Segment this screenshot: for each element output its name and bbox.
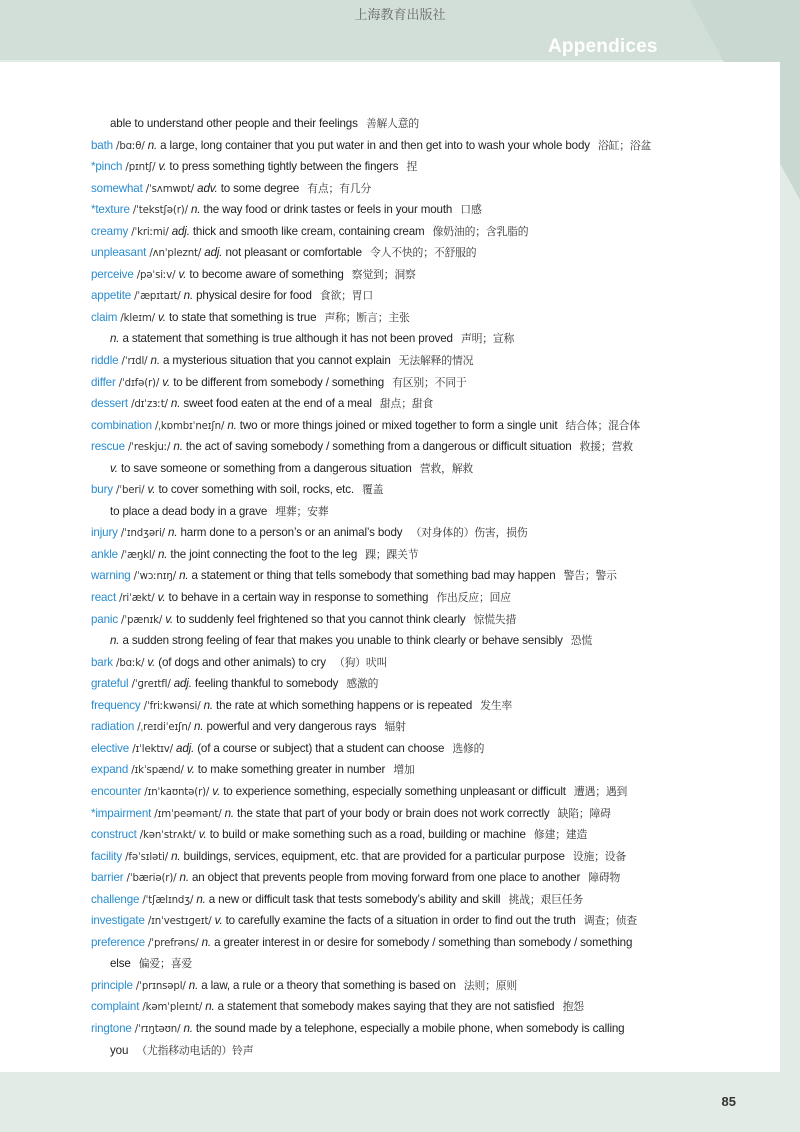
headword: radiation (91, 720, 135, 734)
part-of-speech: n. (179, 569, 189, 583)
phonetic: /ˌreɪdiˈeɪʃn/ (137, 722, 191, 734)
headword: warning (91, 569, 131, 583)
definition: physical desire for food (196, 289, 312, 303)
headword: construct (91, 828, 137, 842)
glossary-entry (91, 738, 751, 760)
headword: complaint (91, 1000, 140, 1014)
chinese-translation: 抱怨 (562, 1000, 584, 1014)
part-of-speech: v. (158, 310, 166, 324)
headword: bark (91, 655, 113, 669)
glossary-entry (91, 544, 751, 566)
headword: *pinch (91, 160, 123, 174)
headword: bury (91, 483, 113, 497)
phonetic: /bɑːθ/ (116, 140, 145, 152)
chinese-translation: （对身体的）伤害，损伤 (410, 526, 528, 540)
definition: to make something greater in number (197, 763, 386, 777)
chinese-translation: 遭遇；遇到 (573, 784, 628, 798)
chinese-translation: （狗）吠叫 (333, 655, 388, 669)
chinese-translation: 结合体；混合体 (565, 418, 641, 432)
definition: an object that prevents people from moving forward from one place to another (191, 871, 581, 885)
headword: differ (91, 375, 116, 389)
glossary-entry (91, 889, 751, 911)
part-of-speech: n. (203, 698, 213, 712)
definition: to experience something, especially something unpleasant or difficult (223, 784, 566, 798)
headword: ankle (91, 547, 118, 561)
phonetic: /ɪnˈkaʊntə(r)/ (144, 786, 210, 798)
glossary-entry (91, 996, 751, 1018)
part-of-speech: v. (147, 655, 156, 669)
definition: to behave in a certain way in response to something (168, 591, 429, 605)
definition: to become aware of something (189, 267, 344, 281)
glossary-entry (91, 565, 751, 587)
headword: frequency (91, 698, 141, 712)
part-of-speech: adj. (173, 677, 192, 691)
part-of-speech: v. (147, 483, 156, 497)
part-of-speech: adv. (197, 181, 218, 195)
phonetic: /ˈdɪfə(r)/ (118, 377, 160, 389)
phonetic: /pəˈsiːv/ (136, 269, 176, 281)
part-of-speech: v. (178, 267, 187, 281)
chinese-translation: 善解人意的 (365, 117, 420, 130)
chinese-translation: 像奶油的；含乳脂的 (432, 224, 529, 238)
part-of-speech: n. (110, 332, 120, 346)
definition: to carefully examine the facts of a situation in order to find out the truth (225, 914, 576, 928)
phonetic: /ˈtʃælɪndʒ/ (142, 894, 194, 906)
part-of-speech: n. (110, 634, 120, 648)
glossary-entry (91, 609, 751, 631)
phonetic: /ˈpænɪk/ (121, 614, 163, 626)
definition: the way food or drink tastes or feels in your mouth (203, 203, 453, 217)
phonetic: /kəmˈpleɪnt/ (142, 1002, 203, 1014)
definition: sweet food eaten at the end of a meal (183, 397, 372, 411)
headword: somewhat (91, 181, 143, 195)
glossary-entry (91, 716, 751, 738)
glossary-entry (91, 113, 751, 135)
part-of-speech: n. (194, 720, 204, 734)
definition: to cover something with soil, rocks, etc. (158, 483, 354, 497)
glossary-entry (91, 458, 751, 480)
chinese-translation: 浴缸；浴盆 (597, 138, 652, 152)
headword: rescue (91, 440, 125, 454)
glossary-entry (91, 695, 751, 717)
phonetic: /ɪˈlektɪv/ (132, 743, 173, 755)
part-of-speech: n. (171, 849, 181, 863)
headword: perceive (91, 267, 134, 281)
headword: dessert (91, 397, 128, 411)
headword: injury (91, 526, 118, 540)
headword: react (91, 591, 117, 605)
phonetic: /dɪˈzɜːt/ (131, 399, 168, 411)
chinese-translation: 覆盖 (362, 483, 384, 497)
part-of-speech: n. (170, 397, 181, 411)
glossary-entry (91, 372, 751, 394)
headword: preference (91, 935, 145, 949)
headword: investigate (91, 914, 145, 928)
headword: *impairment (91, 806, 152, 820)
part-of-speech: n. (183, 289, 194, 303)
part-of-speech: v. (214, 914, 223, 928)
phonetic: /riˈækt/ (119, 593, 155, 605)
glossary-entry (91, 846, 751, 868)
chinese-translation: 选修的 (452, 741, 485, 755)
headword: ringtone (91, 1021, 132, 1035)
chinese-translation: 救援；营救 (579, 440, 633, 454)
chinese-translation: 察觉到；洞察 (351, 267, 416, 281)
part-of-speech: n. (157, 547, 168, 561)
headword: challenge (91, 892, 140, 906)
chinese-translation: 偏爱；喜爱 (138, 957, 192, 971)
headword: elective (91, 741, 130, 755)
glossary-entry (91, 479, 751, 501)
part-of-speech: n. (190, 203, 201, 217)
headword: combination (91, 418, 152, 432)
part-of-speech: v. (110, 461, 118, 475)
glossary-entry (91, 587, 751, 609)
glossary-entry (91, 1040, 751, 1062)
part-of-speech: n. (224, 806, 234, 820)
chinese-translation: 挑战；艰巨任务 (508, 892, 584, 906)
glossary-entry (91, 522, 751, 544)
glossary-entry (91, 328, 751, 350)
phonetic: /ˈprɪnsəpl/ (135, 980, 186, 992)
chinese-translation: 修建；建造 (533, 828, 588, 842)
chinese-translation: 设施；设备 (572, 849, 627, 863)
glossary-entry (91, 652, 751, 674)
part-of-speech: n. (147, 138, 158, 152)
part-of-speech: v. (186, 763, 195, 777)
part-of-speech: v. (157, 591, 166, 605)
chinese-translation: 作出反应；回应 (436, 591, 511, 605)
phonetic: /ɪmˈpeəmənt/ (154, 808, 222, 820)
definition: harm done to a person’s or an animal’s body (180, 526, 403, 540)
chinese-translation: 令人不快的；不舒服的 (369, 246, 477, 260)
phonetic: /bɑːk/ (116, 657, 145, 669)
phonetic: /pɪntʃ/ (125, 162, 156, 174)
chinese-translation: 感激的 (346, 677, 379, 691)
part-of-speech: v. (158, 160, 167, 174)
glossary-entry (91, 156, 751, 178)
headword: expand (91, 763, 129, 777)
chinese-translation: 增加 (393, 763, 415, 777)
phonetic: /ɪkˈspænd/ (131, 765, 184, 777)
headword: panic (91, 612, 118, 626)
phonetic: /ˈfriːkwənsi/ (143, 700, 201, 712)
glossary-entry (91, 975, 751, 997)
phonetic: /ˈɪndʒəri/ (120, 528, 165, 540)
phonetic: /kənˈstrʌkt/ (139, 830, 196, 842)
phonetic: /ˈtekstʃə(r)/ (132, 205, 188, 217)
glossary-entry (91, 350, 751, 372)
headword: unpleasant (91, 246, 147, 260)
chinese-translation: 甜点；甜食 (379, 397, 434, 411)
definition: buildings, services, equipment, etc. that are provided for a particular purpose (183, 849, 565, 863)
part-of-speech: v. (198, 828, 207, 842)
phonetic: /fəˈsɪləti/ (125, 851, 168, 863)
glossary-entry (91, 221, 751, 243)
phonetic: /ˈrɪŋtəʊn/ (134, 1023, 181, 1035)
part-of-speech: adj. (171, 224, 190, 238)
glossary-entry (91, 953, 751, 975)
chinese-translation: 有区别；不同于 (392, 375, 467, 389)
glossary-entry (91, 436, 751, 458)
chinese-translation: 捏 (406, 160, 418, 174)
glossary-entry (91, 759, 751, 781)
glossary-entry (91, 803, 751, 825)
definition: able to understand other people and their feelings (110, 117, 358, 130)
phonetic: /ˈbæriə(r)/ (126, 873, 177, 885)
phonetic: /ˈɡreɪtfl/ (131, 679, 171, 691)
publisher-name: 上海教育出版社 (354, 8, 446, 23)
phonetic: /kleɪm/ (120, 312, 155, 324)
phonetic: /ʌnˈpleznt/ (149, 248, 202, 260)
chinese-translation: 口感 (460, 203, 482, 217)
definition: to be different from somebody / something (173, 375, 385, 389)
phonetic: /ɪnˈvestɪɡeɪt/ (147, 916, 212, 928)
definition: the state that part of your body or brain does not work correctly (237, 806, 550, 820)
page-number: 85 (721, 1094, 736, 1109)
definition: else (110, 957, 131, 971)
definition: the joint connecting the foot to the leg (170, 547, 358, 561)
part-of-speech: n. (179, 871, 189, 885)
glossary-entry (91, 630, 751, 652)
definition: the rate at which something happens or is repeated (216, 698, 473, 712)
section-title: Appendices (548, 36, 658, 57)
part-of-speech: v. (162, 375, 171, 389)
definition: a new or difficult task that tests somebody’s ability and skill (208, 892, 501, 906)
definition: not pleasant or comfortable (225, 246, 362, 260)
glossary-entry (91, 824, 751, 846)
definition: two or more things joined or mixed together to form a single unit (239, 418, 558, 432)
part-of-speech: n. (183, 1021, 193, 1035)
part-of-speech: n. (168, 526, 178, 540)
headword: creamy (91, 224, 129, 238)
definition: to save someone or something from a dangerous situation (120, 461, 412, 475)
phonetic: /ˈprefrəns/ (148, 937, 199, 949)
chinese-translation: （尤指移动电话的）铃声 (136, 1043, 254, 1057)
glossary-entry (91, 867, 751, 889)
glossary-entry (91, 393, 751, 415)
headword: grateful (91, 677, 129, 691)
definition: (of a course or subject) that a student can choose (197, 741, 445, 755)
phonetic: /ˈkriːmi/ (131, 226, 169, 238)
part-of-speech: n. (205, 1000, 215, 1014)
part-of-speech: adj. (176, 741, 195, 755)
chinese-translation: 发生率 (480, 698, 513, 712)
chinese-translation: 警告；警示 (563, 569, 617, 583)
part-of-speech: n. (196, 892, 206, 906)
headword: encounter (91, 784, 142, 798)
definition: a statement that something is true although it has not been proved (122, 332, 453, 346)
phonetic: /ˈæpɪtaɪt/ (134, 291, 181, 303)
definition: a statement or thing that tells somebody that something bad may happen (191, 569, 556, 583)
chinese-translation: 障碍物 (588, 871, 621, 885)
part-of-speech: n. (188, 978, 199, 992)
part-of-speech: v. (165, 612, 174, 626)
phonetic: /ˈberi/ (116, 485, 145, 497)
page-content (0, 62, 780, 1072)
chinese-translation: 声称；断言；主张 (324, 310, 410, 324)
phonetic: /ˈreskjuː/ (127, 442, 171, 454)
glossary-entry (91, 781, 751, 803)
phonetic: /ˈrɪdl/ (121, 356, 148, 368)
definition: to place a dead body in a grave (110, 504, 268, 518)
glossary-entry (91, 415, 751, 437)
definition: feeling thankful to somebody (194, 677, 339, 691)
part-of-speech: n. (150, 354, 160, 368)
glossary-entry (91, 242, 751, 264)
phonetic: /ˈwɔːnɪŋ/ (133, 571, 177, 583)
chinese-translation: 惊慌失措 (473, 612, 517, 626)
glossary-entry (91, 135, 751, 157)
definition: the act of saving somebody / something from a dangerous or difficult situation (185, 440, 572, 454)
headword: riddle (91, 354, 119, 368)
headword: barrier (91, 871, 124, 885)
definition: a statement that somebody makes saying that they are not satisfied (217, 1000, 555, 1014)
headword: principle (91, 978, 133, 992)
glossary-entry (91, 264, 751, 286)
definition: a sudden strong feeling of fear that makes you unable to think clearly or behave sensibly (122, 634, 563, 648)
definition: to state that something is true (168, 310, 317, 324)
glossary-entry (91, 910, 751, 932)
definition: a law, a rule or a theory that something is based on (201, 978, 456, 992)
definition: the sound made by a telephone, especially a mobile phone, when somebody is calling (195, 1021, 625, 1035)
definition: a greater interest in or desire for somebody / something than somebody / something (214, 935, 633, 949)
chinese-translation: 食欲；胃口 (319, 289, 374, 303)
chinese-translation: 恐慌 (570, 634, 593, 648)
chinese-translation: 调查；侦查 (583, 914, 638, 928)
definition: you (110, 1043, 129, 1057)
definition: powerful and very dangerous rays (206, 720, 377, 734)
definition: a large, long container that you put water in and then get into to wash your whole body (160, 138, 590, 152)
part-of-speech: adj. (204, 246, 223, 260)
chinese-translation: 无法解释的情况 (398, 354, 474, 368)
definition: (of dogs and other animals) to cry (158, 655, 326, 669)
chinese-translation: 营救，解救 (419, 461, 474, 475)
definition: thick and smooth like cream, containing cream (192, 224, 425, 238)
glossary-entry (91, 1018, 751, 1040)
glossary-entry (91, 199, 751, 221)
chinese-translation: 踝；踝关节 (365, 547, 419, 561)
definition: to some degree (220, 181, 300, 195)
part-of-speech: n. (201, 935, 211, 949)
headword: facility (91, 849, 123, 863)
glossary-entry (91, 285, 751, 307)
headword: bath (91, 138, 113, 152)
glossary-entry (91, 178, 751, 200)
part-of-speech: n. (173, 440, 183, 454)
chinese-translation: 辐射 (384, 720, 406, 734)
part-of-speech: n. (227, 418, 237, 432)
definition: to press something tightly between the fingers (169, 160, 399, 174)
definition: to suddenly feel frightened so that you cannot think clearly (176, 612, 466, 626)
headword: claim (91, 310, 118, 324)
chinese-translation: 声明；宣称 (460, 332, 515, 346)
glossary-list (91, 113, 751, 1061)
headword: *texture (91, 203, 130, 217)
part-of-speech: v. (212, 784, 221, 798)
phonetic: /ˈsʌmwɒt/ (145, 183, 195, 195)
phonetic: /ˈæŋkl/ (121, 549, 155, 561)
chinese-translation: 有点；有几分 (307, 181, 372, 195)
definition: a mysterious situation that you cannot explain (162, 354, 391, 368)
phonetic: /ˌkɒmbɪˈneɪʃn/ (154, 420, 225, 432)
chinese-translation: 法则；原则 (463, 978, 518, 992)
glossary-entry (91, 932, 751, 954)
definition: to build or make something such as a road, building or machine (209, 828, 526, 842)
glossary-entry (91, 307, 751, 329)
glossary-entry (91, 673, 751, 695)
headword: appetite (91, 289, 132, 303)
chinese-translation: 缺陷；障碍 (557, 806, 611, 820)
glossary-entry (91, 501, 751, 523)
chinese-translation: 埋葬；安葬 (275, 504, 329, 518)
